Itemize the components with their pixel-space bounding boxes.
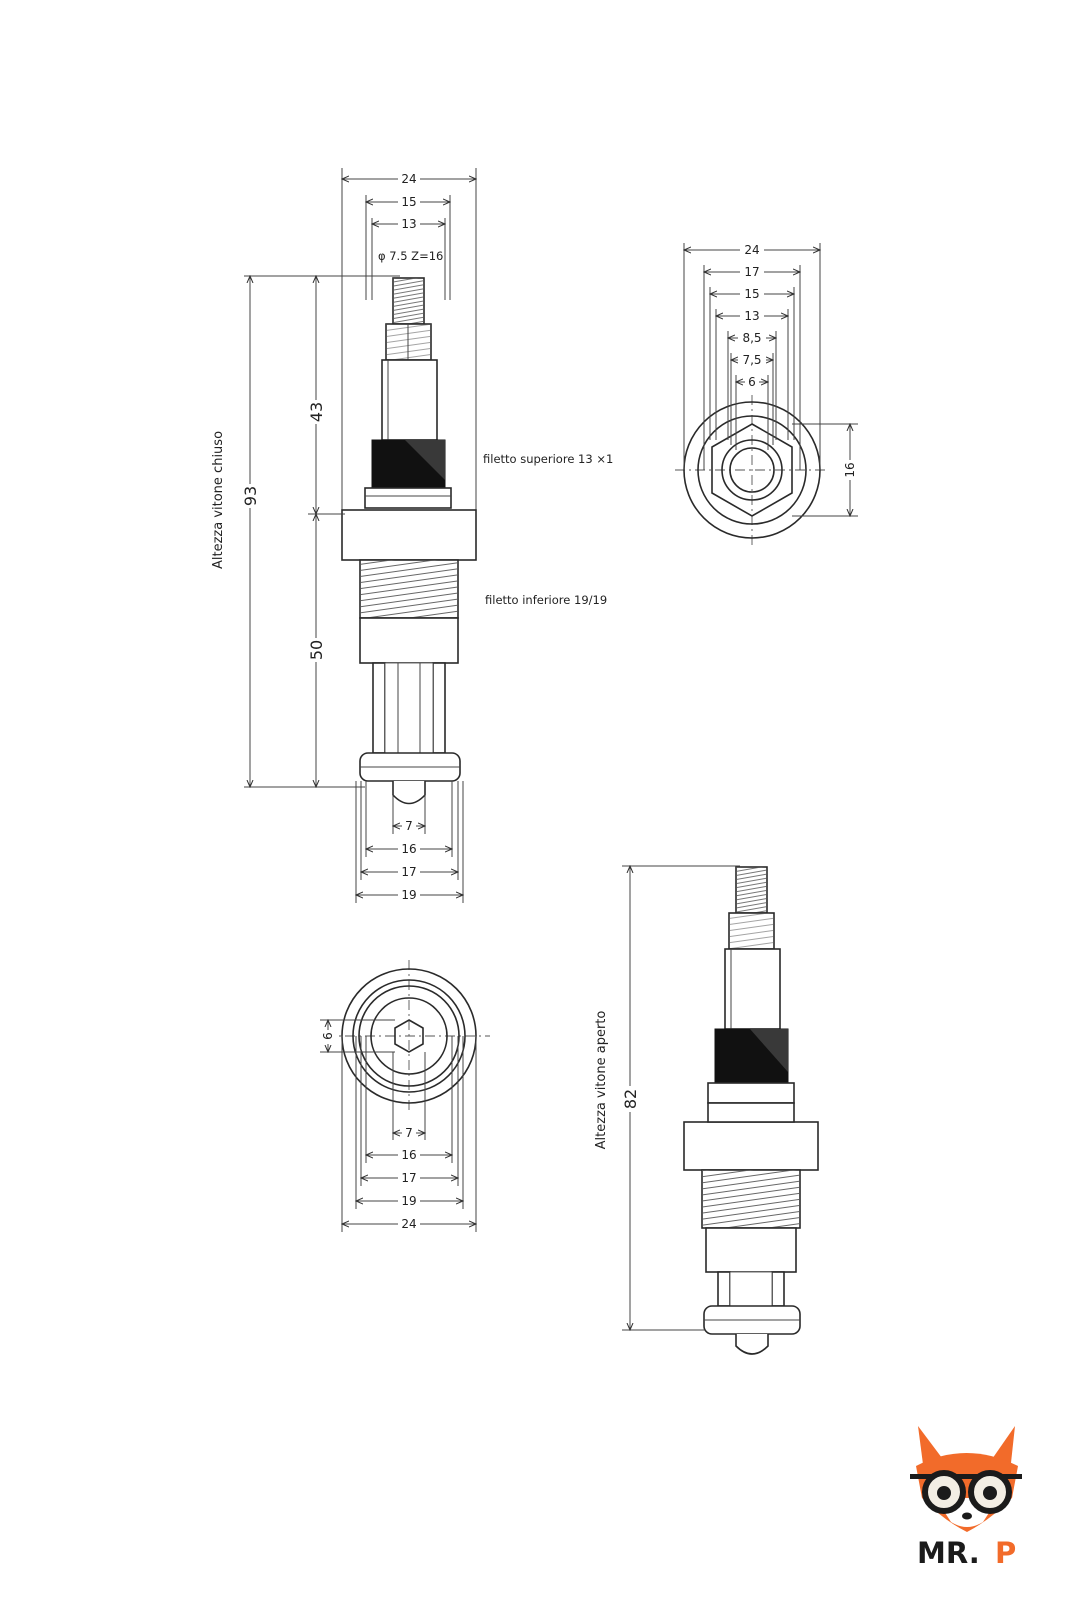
dim-top-15: 15 [401, 195, 417, 209]
leg-left [373, 663, 385, 753]
collar [365, 488, 451, 508]
top-dim-13: 13 [744, 309, 760, 323]
dim-bottom-19: 19 [401, 888, 417, 902]
bottom-dim-6: 6 [321, 1032, 335, 1040]
bottom-dim-16: 16 [401, 1148, 417, 1162]
bottom-view [320, 960, 490, 1232]
dim-top-24: 24 [401, 172, 417, 186]
dim-bottom-7: 7 [405, 819, 413, 833]
note-upper-thread: filetto superiore 13 ×1 [483, 452, 614, 466]
shaft [382, 360, 437, 440]
label-closed-height: Altezza vitone chiuso [211, 430, 226, 570]
note-lower-thread: filetto inferiore 19/19 [485, 593, 608, 607]
top-dim-15: 15 [744, 287, 760, 301]
top-dim-6: 6 [748, 375, 756, 389]
bottom-dim-17: 17 [401, 1171, 417, 1185]
dim-top-13: 13 [401, 217, 417, 231]
dim-height-43: 43 [307, 401, 326, 423]
dim-bottom-17: 17 [401, 865, 417, 879]
brand-logo [910, 1426, 1022, 1570]
dim-bottom-16: 16 [401, 842, 417, 856]
dim-open-82: 82 [621, 1088, 640, 1110]
top-dim-17: 17 [744, 265, 760, 279]
top-dim-24: 24 [744, 243, 760, 257]
stem-spec: φ 7.5 Z=16 [378, 249, 444, 263]
bottom-view-dimensions [320, 1020, 476, 1232]
top-view [675, 243, 858, 548]
bottom-dim-7: 7 [405, 1126, 413, 1140]
logo-text-main: MR. [917, 1536, 980, 1570]
bottom-dim-19: 19 [401, 1194, 417, 1208]
dim-height-93: 93 [241, 485, 260, 507]
top-view-dimensions [684, 243, 858, 516]
flange [342, 510, 476, 560]
dim-height-50: 50 [307, 639, 326, 661]
front-view [211, 168, 613, 903]
logo-text-accent: P [995, 1536, 1017, 1570]
lower-body [360, 618, 458, 663]
leg-right [433, 663, 445, 753]
ball-tip [393, 781, 425, 804]
top-dim-8-5: 8,5 [742, 331, 762, 345]
top-dim-7-5: 7,5 [742, 353, 762, 367]
label-open-height: Altezza vitone aperto [594, 1010, 609, 1150]
open-view [594, 866, 818, 1354]
top-dim-16: 16 [843, 462, 857, 478]
bottom-dim-24: 24 [401, 1217, 417, 1231]
fox-with-glasses-icon [910, 1426, 1022, 1532]
